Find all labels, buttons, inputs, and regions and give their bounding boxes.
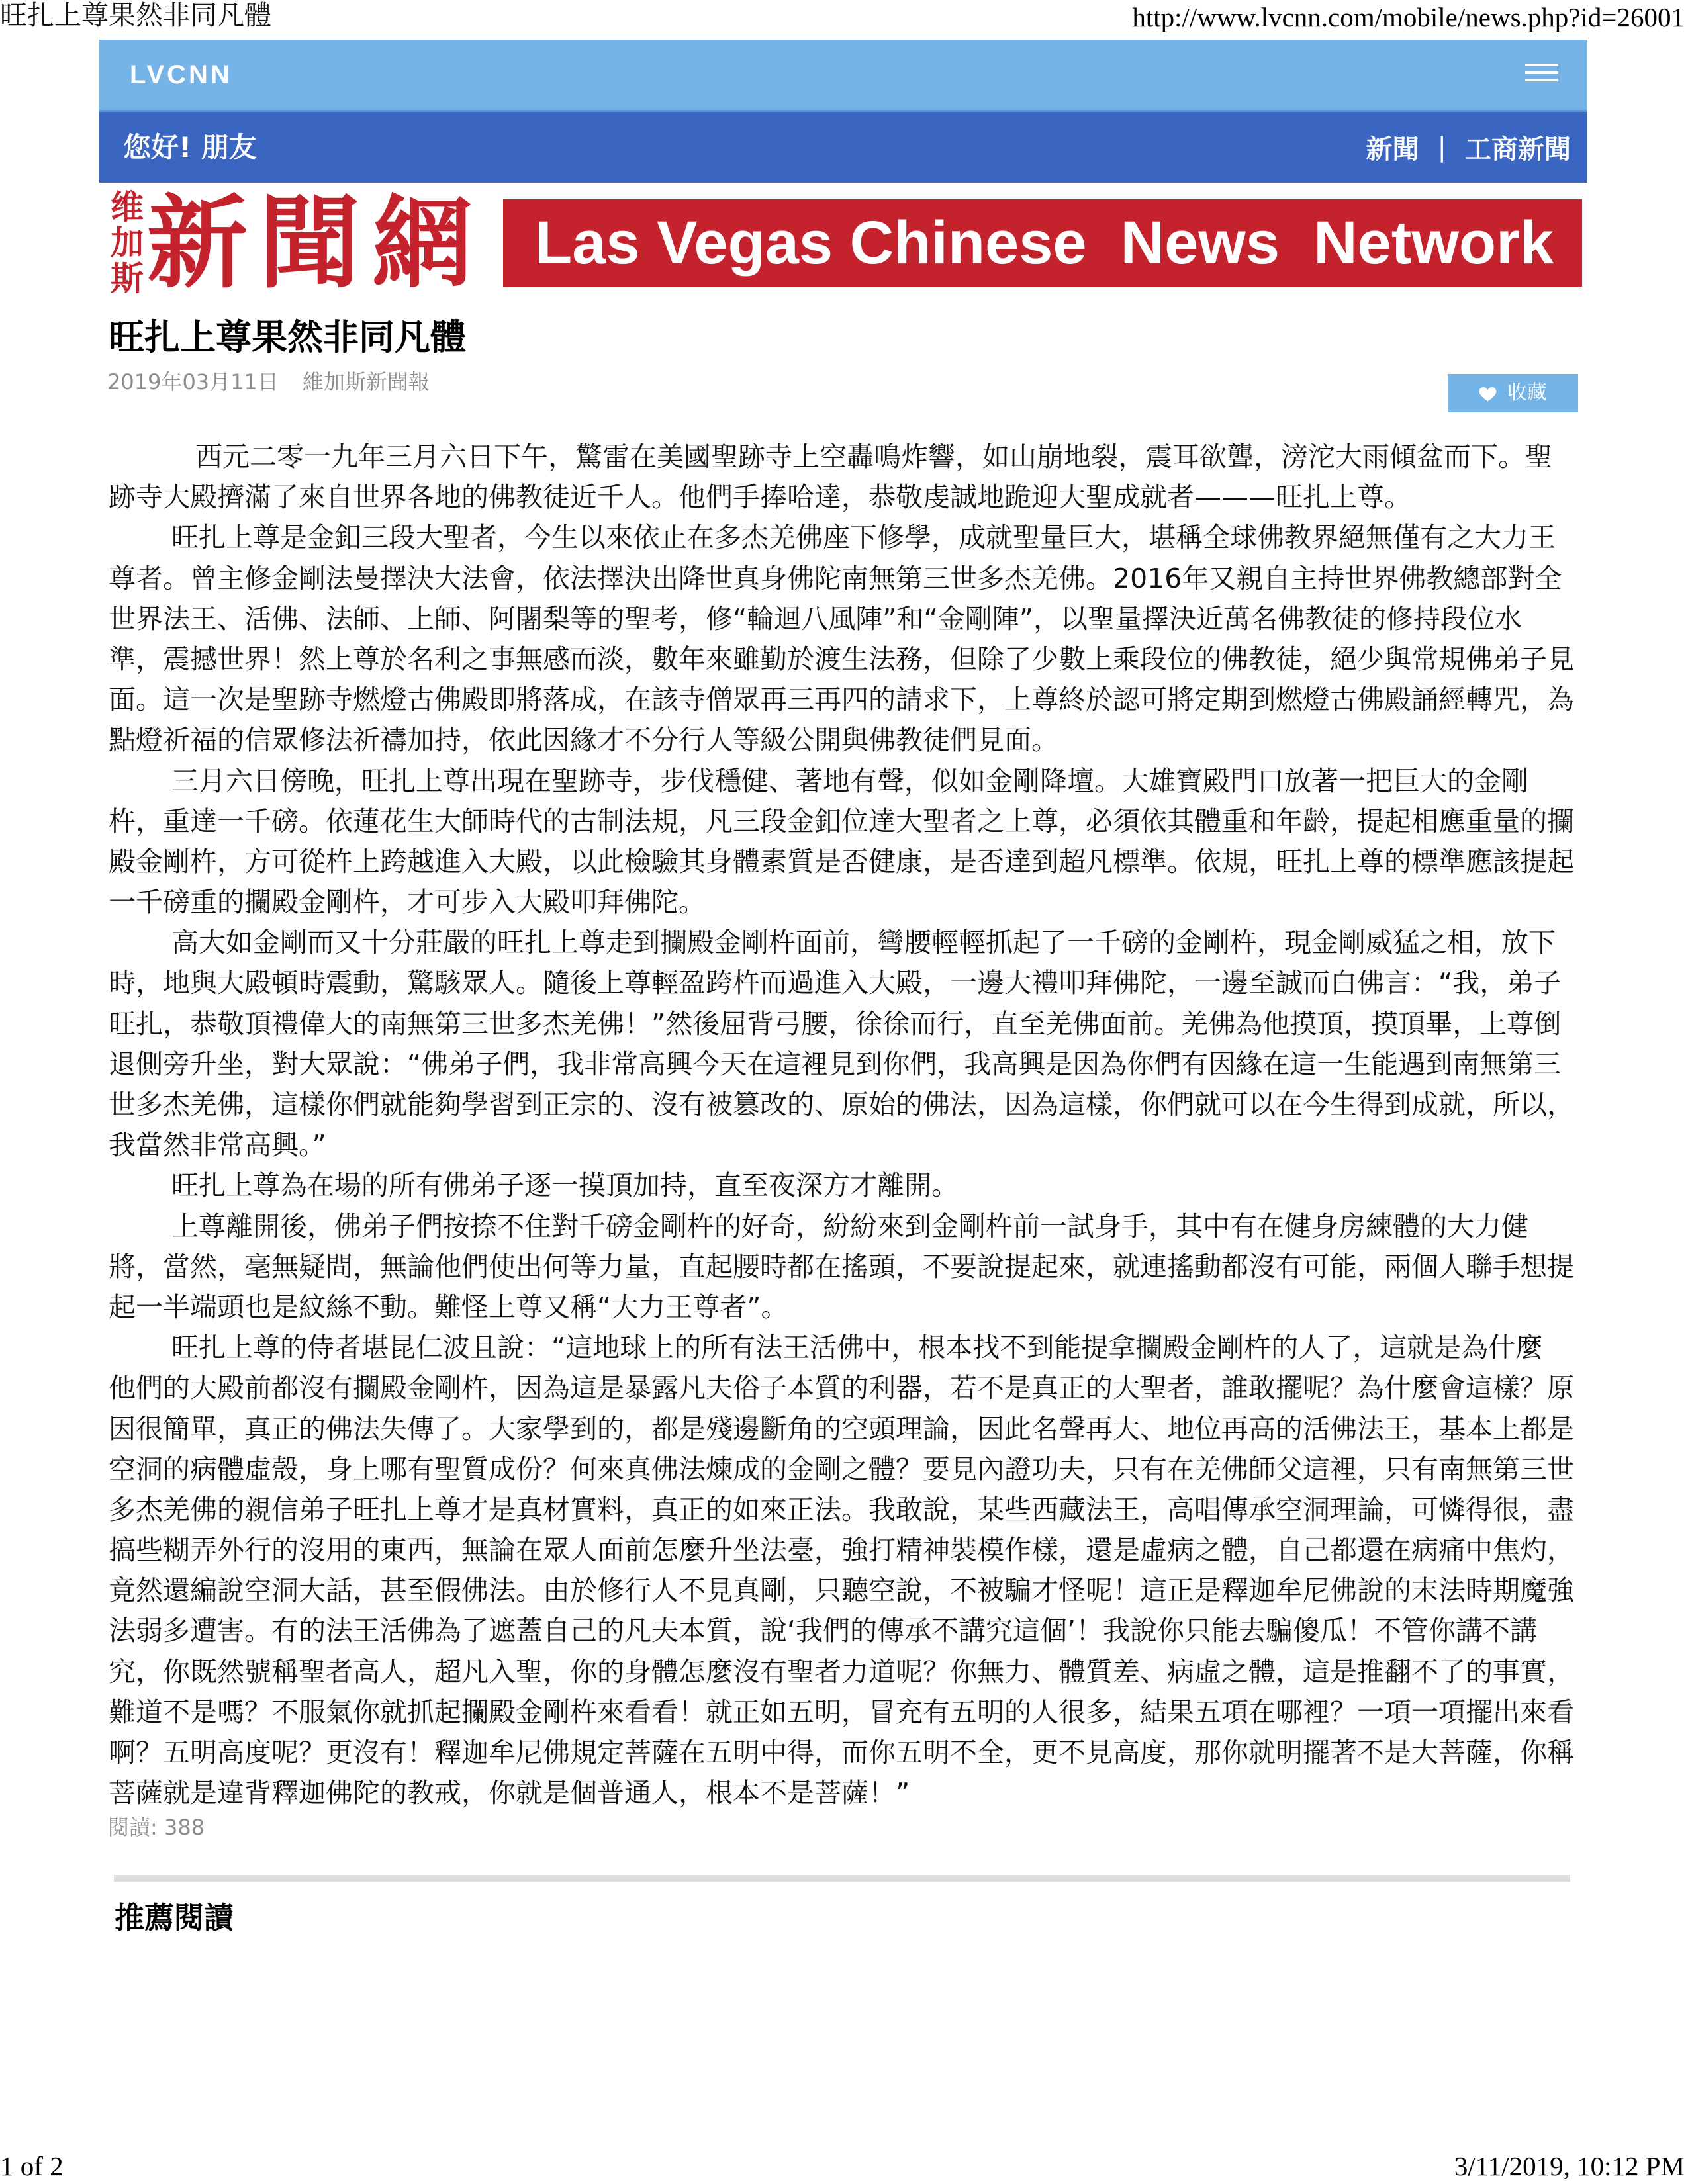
article-title: 旺扎上尊果然非同凡體	[109, 316, 466, 358]
print-footer-timestamp: 3/11/2019, 10:12 PM	[1454, 2151, 1685, 2181]
nav-separator: |	[1437, 132, 1446, 163]
article-line: 菩薩就是違背釋迦佛陀的教戒，你就是個普通人，根本不是菩薩！”	[109, 1777, 910, 1809]
logo-english-text: Las Vegas Chinese News Network	[535, 208, 1554, 277]
site-logo[interactable]	[99, 183, 1589, 302]
article-line: 他們的大殿前都沒有攔殿金剛杵，因為這是暴露凡夫俗子本質的利器，若不是真正的大聖者，誰敢擺呢？為什麼會這樣？原	[109, 1372, 1574, 1404]
article-line: 啊？五明高度呢？更沒有！釋迦牟尼佛規定菩薩在五明中得，而你五明不全，更不見高度，那你就明擺著不是大菩薩，你稱	[109, 1737, 1574, 1768]
article-line: 西元二零一九年三月六日下午，驚雷在美國聖跡寺上空轟鳴炸響，如山崩地裂，震耳欲聾，滂沱大雨傾盆而下。聖	[195, 441, 1552, 473]
article-line: 退側旁升坐，對大眾說：“佛弟子們，我非常高興今天在這裡見到你們，我高興是因為你們有因緣在這一生能遇到南無第三	[109, 1048, 1562, 1080]
article-line: 旺扎上尊是金釦三段大聖者，今生以來依止在多杰羌佛座下修學，成就聖量巨大，堪稱全球佛教界絕無僅有之大力王	[171, 522, 1556, 554]
favorite-label: 收藏	[1507, 381, 1547, 404]
article-line: 面。這一次是聖跡寺燃燈古佛殿即將落成，在該寺僧眾再三再四的請求下，上尊終於認可將定期到燃燈古佛殿誦經轉咒，為	[109, 684, 1574, 716]
nav-link-news[interactable]: 新聞	[1366, 134, 1419, 165]
article-line: 跡寺大殿擠滿了來自世界各地的佛教徒近千人。他們手捧哈達，恭敬虔誠地跪迎大聖成就者———旺扎上尊。	[109, 481, 1411, 514]
article-paragraph	[109, 761, 1585, 923]
logo-chinese-large: 新聞網	[147, 183, 485, 302]
article-paragraph	[109, 1328, 1585, 1813]
article-line: 多杰羌佛的親信弟子旺扎上尊才是真材實料，真正的如來正法。我敢說，某些西藏法王，高唱傳承空洞理論，可憐得很，盡	[109, 1493, 1574, 1525]
article-line: 點燈祈福的信眾修法祈禱加持，依此因緣才不分行人等級公開與佛教徒們見面。	[109, 724, 1058, 756]
logo-chinese-small: 维加斯	[105, 189, 144, 296]
nav-link-business-news[interactable]: 工商新聞	[1465, 134, 1571, 165]
article-line: 我當然非常高興。”	[109, 1129, 326, 1161]
section-divider	[114, 1875, 1570, 1882]
print-header-url: http://www.lvcnn.com/mobile/news.php?id=26001	[1132, 2, 1685, 32]
greeting-text: 您好! 朋友	[123, 131, 257, 163]
recommended-reading-heading: 推薦閱讀	[115, 1900, 234, 1935]
heart-icon	[1479, 385, 1497, 402]
logo-english-banner	[503, 199, 1582, 287]
hamburger-menu-icon[interactable]	[1525, 64, 1558, 81]
nav-links	[1366, 112, 1571, 183]
hamburger-line	[1525, 71, 1558, 74]
article-line: 一千磅重的攔殿金剛杵，才可步入大殿叩拜佛陀。	[109, 886, 706, 919]
article-line: 空洞的病體虛殼，身上哪有聖質成份？何來真佛法煉成的金剛之體？要見內證功夫，只有在羌佛師父這裡，只有南無第三世	[109, 1453, 1574, 1485]
hamburger-line	[1525, 79, 1558, 81]
article-paragraph	[109, 1206, 1585, 1328]
article-line: 將，當然，毫無疑問，無論他們使出何等力量，直起腰時都在搖頭，不要說提起來，就連搖動都沒有可能，兩個人聯手想提	[109, 1250, 1574, 1283]
article-date: 2019年03月11日	[107, 369, 279, 394]
article-line: 三月六日傍晚，旺扎上尊出現在聖跡寺，步伐穩健、著地有聲，似如金剛降壇。大雄寶殿門口放著一把巨大的金剛	[171, 764, 1528, 797]
article-line: 究，你既然號稱聖者高人，超凡入聖，你的身體怎麼沒有聖者力道呢？你無力、體質差、病虛之體，這是推翻不了的事實，	[109, 1655, 1574, 1688]
article-paragraph	[109, 1165, 1585, 1206]
article-line: 時，地與大殿頓時震動，驚駭眾人。隨後上尊輕盈跨杵而過進入大殿，一邊大禮叩拜佛陀，一邊至誠而白佛言：“我，弟子	[109, 967, 1562, 999]
brand-link[interactable]: LVCNN	[130, 60, 232, 89]
sub-navbar	[99, 112, 1587, 183]
view-count: 閱讀: 388	[108, 1815, 205, 1840]
hamburger-line	[1525, 64, 1558, 66]
print-footer-page: 1 of 2	[0, 2151, 64, 2181]
article-paragraph	[109, 923, 1585, 1165]
article-source: 維加斯新聞報	[302, 369, 430, 394]
article-line: 起一半端頭也是紋絲不動。難怪上尊又稱“大力王尊者”。	[109, 1291, 788, 1323]
article-line: 殿金剛杵，方可從杵上跨越進入大殿，以此檢驗其身體素質是否健康，是否達到超凡標準。依規，旺扎上尊的標準應該提起	[109, 845, 1574, 878]
article-line: 搞些糊弄外行的沒用的東西，無論在眾人面前怎麼升坐法臺，強打精神裝模作樣，還是虛病之體，自己都還在病痛中焦灼，	[109, 1534, 1574, 1567]
article-line: 旺扎，恭敬頂禮偉大的南無第三世多杰羌佛！”然後屈背弓腰，徐徐而行，直至羌佛面前。羌佛為他摸頂，摸頂畢，上尊倒	[109, 1007, 1562, 1040]
article-paragraph	[109, 518, 1585, 760]
article-line: 旺扎上尊為在場的所有佛弟子逐一摸頂加持，直至夜深方才離開。	[171, 1169, 959, 1202]
article-line: 上尊離開後，佛弟子們按捺不住對千磅金剛杵的好奇，紛紛來到金剛杵前一試身手，其中有在健身房練體的大力健	[171, 1210, 1528, 1242]
article-line: 杵，重達一千磅。依蓮花生大師時代的古制法規，凡三段金釦位達大聖者之上尊，必須依其體重和年齡，提起相應重量的攔	[109, 805, 1574, 837]
article-line: 尊者。曾主修金剛法曼擇決大法會，依法擇決出降世真身佛陀南無第三世多杰羌佛。2016年又親自主持世界佛教總部對全	[109, 562, 1562, 594]
article-meta	[107, 369, 430, 395]
print-header-title: 旺扎上尊果然非同凡體	[0, 0, 271, 31]
top-navbar	[99, 40, 1587, 112]
article-line: 旺扎上尊的侍者堪昆仁波且說：“這地球上的所有法王活佛中，根本找不到能提拿攔殿金剛杵的人了，這就是為什麼	[171, 1332, 1543, 1364]
article-line: 準，震撼世界！然上尊於名利之事無感而淡，數年來雖勤於渡生法務，但除了少數上乘段位的佛教徒，絕少與常規佛弟子見	[109, 643, 1574, 675]
article-line: 難道不是嗎？不服氣你就抓起攔殿金剛杵來看看！就正如五明，冒充有五明的人很多，結果五項在哪裡？一項一項擺出來看	[109, 1696, 1574, 1728]
article-line: 因很簡單，真正的佛法失傳了。大家學到的，都是殘邊斷角的空頭理論，因此名聲再大、地位再高的活佛法王，基本上都是	[109, 1412, 1574, 1445]
article-line: 竟然還編說空洞大話，甚至假佛法。由於修行人不見真剛，只聽空說，不被騙才怪呢！這正是釋迦牟尼佛說的末法時期魔強	[109, 1574, 1574, 1607]
article-line: 法弱多遭害。有的法王活佛為了遮蓋自己的凡夫本質，說‘我們的傳承不講究這個’！我說你只能去騙傻瓜！不管你講不講	[109, 1615, 1538, 1647]
article-line: 世界法王、活佛、法師、上師、阿闍梨等的聖考，修“輪迴八風陣”和“金剛陣”，以聖量擇決近萬名佛教徒的修持段位水	[109, 602, 1522, 635]
article-line: 世多杰羌佛，這樣你們就能夠學習到正宗的、沒有被篡改的、原始的佛法，因為這樣，你們就可以在今生得到成就，所以，	[109, 1089, 1574, 1120]
article-paragraph	[109, 437, 1585, 518]
article-body	[109, 437, 1585, 1813]
favorite-button[interactable]	[1448, 374, 1578, 412]
article-line: 高大如金剛而又十分莊嚴的旺扎上尊走到攔殿金剛杵面前，彎腰輕輕抓起了一千磅的金剛杵，現金剛威猛之相，放下	[171, 927, 1556, 959]
